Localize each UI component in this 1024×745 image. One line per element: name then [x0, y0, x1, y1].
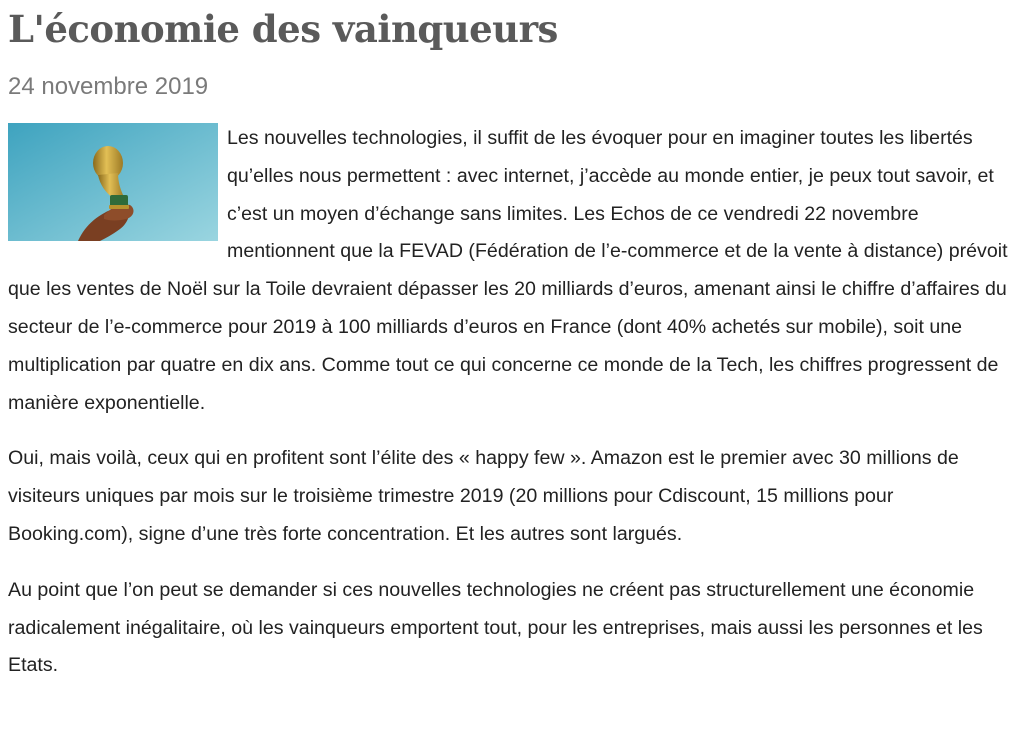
article-date: 24 novembre 2019	[8, 73, 209, 100]
article-title: L'économie des vainqueurs	[8, 7, 558, 51]
article-body	[8, 120, 1010, 685]
article	[0, 2, 1010, 685]
article-paragraph: Les nouvelles technologies, il suffit de les évoquer pour en imaginer toutes les libertés qu’elles nous permettent : avec internet, j’accède au monde entier, je peux tout savoir, et c’est un moyen d’échange sans limites. Les Echos de ce vendredi 22 novembre mentionnent que la FEVAD (Fédération de l’e-commerce et de la vente à distance) prévoit que les ventes de Noël sur la Toile devraient dépasser les 20 milliards d’euros, amenant ainsi le chiffre d’affaires du secteur de l’e-commerce pour 2019 à 100 milliards d’euros en France (dont 40% achetés sur mobile), soit une multiplication par quatre en dix ans. Comme tout ce qui concerne ce monde de la Tech, les chiffres progressent de manière exponentielle.	[8, 127, 1008, 414]
trophy-photo-icon	[8, 123, 218, 241]
article-paragraph: Oui, mais voilà, ceux qui en profitent sont l’élite des « happy few ». Amazon est le premier avec 30 millions de visiteurs uniques par mois sur le troisième trimestre 2019 (20 millions pour Cdiscount, 15 millions pour Booking.com), signe d’une très forte concentration. Et les autres sont largués.	[8, 447, 959, 545]
article-paragraph: Au point que l’on peut se demander si ces nouvelles technologies ne créent pas structurellement une économie radicalement inégalitaire, où les vainqueurs emportent tout, pour les entreprises, mais aussi les personnes et les Etats.	[8, 578, 983, 677]
